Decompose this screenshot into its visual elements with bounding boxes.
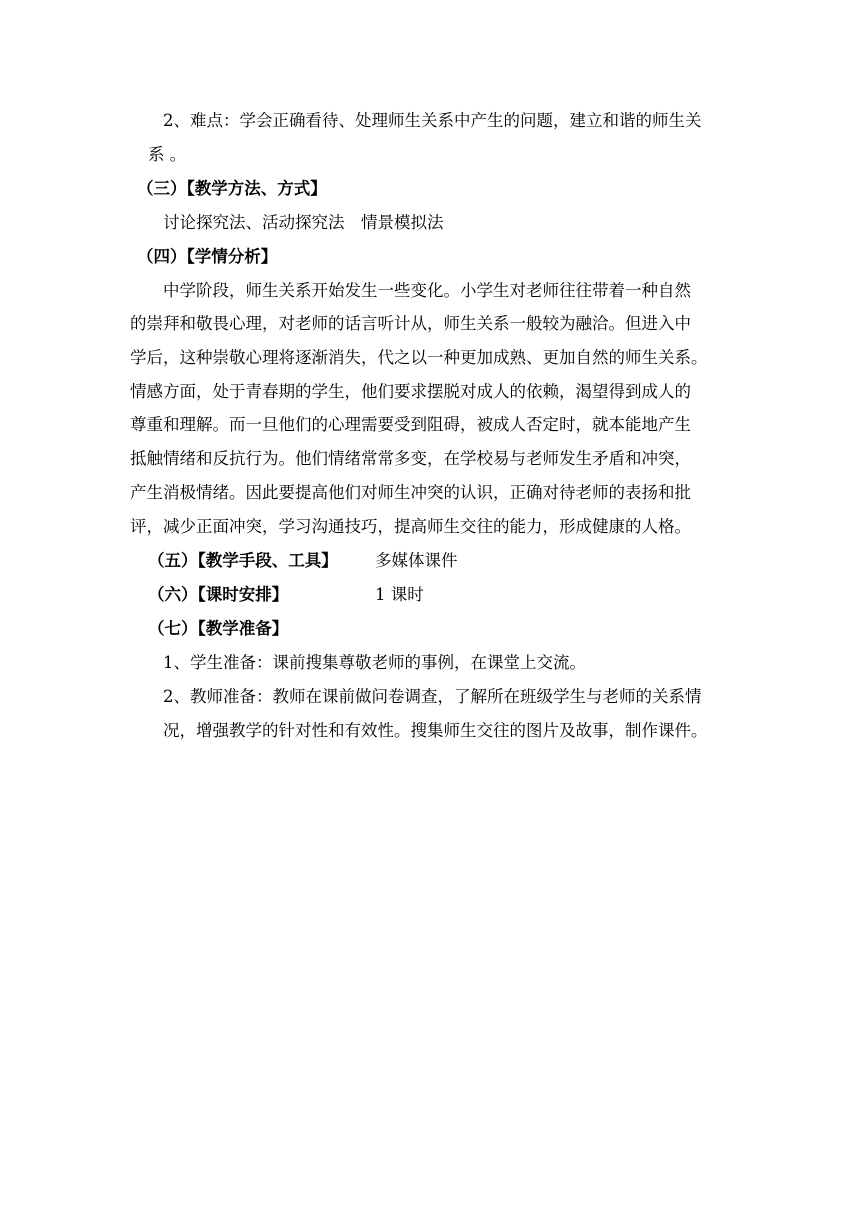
analysis-line-6: 抵触情绪和反抗行为。他们情绪常常多变，在学校易与老师发生矛盾和冲突， <box>130 449 691 468</box>
analysis-line-2: 的崇拜和敬畏心理，对老师的话言听计从，师生关系一般较为融洽。但进入中 <box>130 314 691 333</box>
difficulty-line-1: 2、难点：学会正确看待、处理师生关系中产生的问题，建立和谐的师生关 <box>163 111 702 130</box>
teacher-preparation-line-2: 况，增强教学的针对性和有效性。搜集师生交往的图片及故事，制作课件。 <box>163 721 708 740</box>
difficulty-line-2: 系 。 <box>148 145 187 164</box>
section-5-content: 多媒体课件 <box>375 551 458 570</box>
analysis-line-1: 中学阶段，师生关系开始发生一些变化。小学生对老师往往带着一种自然 <box>163 281 691 300</box>
section-3-content: 讨论探究法、活动探究法 情景模拟法 <box>163 213 444 232</box>
section-7-heading: （七）【教学准备】 <box>148 619 289 638</box>
analysis-line-4: 情感方面，处于青春期的学生，他们要求摆脱对成人的依赖，渴望得到成人的 <box>130 382 691 401</box>
analysis-line-3: 学后，这种崇敬心理将逐渐消失，代之以一种更加成熟、更加自然的师生关系。 <box>130 348 708 367</box>
section-3-heading: （三）【教学方法、方式】 <box>137 179 327 198</box>
analysis-line-8: 评，减少正面冲突，学习沟通技巧，提高师生交往的能力，形成健康的人格。 <box>130 517 691 536</box>
section-5-heading: （五）【教学手段、工具】 <box>148 551 338 570</box>
section-6-content: 1 课时 <box>375 585 424 604</box>
teacher-preparation-line-1: 2、教师准备：教师在课前做问卷调查，了解所在班级学生与老师的关系情 <box>163 687 702 706</box>
analysis-line-5: 尊重和理解。而一旦他们的心理需要受到阻碍，被成人否定时，就本能地产生 <box>130 415 691 434</box>
analysis-line-7: 产生消极情绪。因此要提高他们对师生冲突的认识，正确对待老师的表扬和批 <box>130 483 691 502</box>
section-6-heading: （六）【课时安排】 <box>148 585 289 604</box>
student-preparation: 1、学生准备：课前搜集尊敬老师的事例，在课堂上交流。 <box>163 653 586 672</box>
section-4-heading: （四）【学情分析】 <box>137 247 278 266</box>
